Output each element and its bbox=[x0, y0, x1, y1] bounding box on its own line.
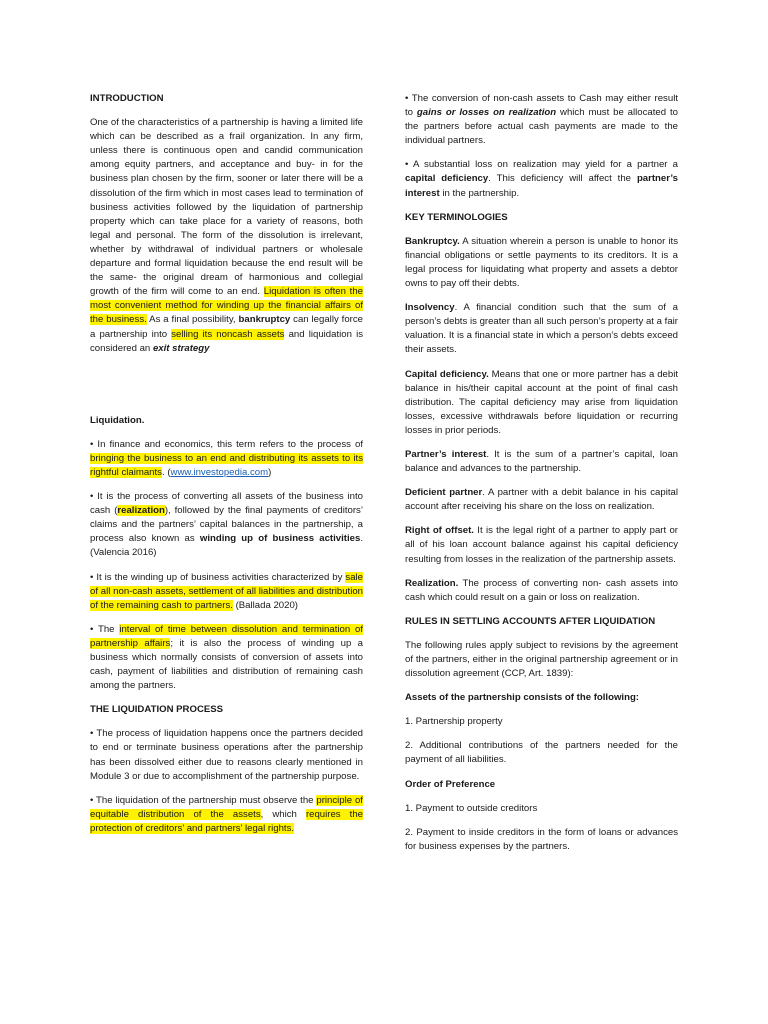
liquidation-heading: Liquidation. bbox=[90, 414, 145, 426]
assets-item-2: 2. Additional contributions of the partners needed for the payment of all liabilities. bbox=[405, 740, 678, 766]
assets-heading: Assets of the partnership consists of the following: bbox=[405, 692, 640, 704]
assets-item-1: 1. Partnership property bbox=[405, 716, 503, 728]
bullet-text: • The conversion of non-cash assets to Cash may either result to bbox=[405, 93, 678, 119]
rules-paragraph: The following rules apply subject to revisions by the agreement of the partners, either in the original partnership agreement or in dissolution agreement (CCP, Art. 1839): bbox=[405, 639, 678, 680]
process-bullet-1: • The process of liquidation happens once the partners decided to end or terminate business operations after the partnership has been dissolved either due to reasons clearly mentioned in Module 3 or due to accomplishment of the partnership purpose. bbox=[90, 728, 363, 782]
introduction-heading: INTRODUCTION bbox=[90, 93, 164, 104]
term-label: Realization. bbox=[405, 577, 459, 589]
order-item-2: 2. Payment to inside creditors in the form of loans or advances for business expenses by the partners. bbox=[405, 826, 678, 852]
bullet-text: ) bbox=[268, 466, 272, 478]
term-label: Capital deficiency. bbox=[405, 368, 489, 380]
introduction-paragraph bbox=[90, 116, 363, 356]
term-deficient-partner bbox=[405, 486, 678, 514]
bullet-highlight: interval of time between dissolution and termination of partnership affairs bbox=[90, 623, 363, 649]
bullet-text: • In finance and economics, this term refers to the process of bbox=[90, 438, 363, 450]
bullet-bold-term: winding up of business activities bbox=[199, 533, 361, 545]
bullet-text: • The bbox=[90, 623, 120, 635]
term-definition: A situation wherein a person is unable to honor its financial obligations or settle payments to its creditors. It is a legal process for liquidating what property and assets a debtor owns to pay off their debts. bbox=[405, 235, 678, 290]
intro-bankruptcy-term: bankruptcy bbox=[238, 314, 291, 326]
bullet-highlight: bringing the business to an end and distributing its assets to its rightful claimants bbox=[90, 452, 363, 478]
order-of-preference-heading: Order of Preference bbox=[405, 778, 496, 790]
term-label: Partner’s interest bbox=[405, 448, 487, 460]
term-definition: Means that one or more partner has a debit balance in his/their capital account at the point of final cash distribution. The capital deficiency may arise from liquidation losses, excessive withdrawals before liquidation or recurring losses in prior periods. bbox=[405, 368, 679, 436]
bullet-highlight: sale of all non-cash assets, settlement of all liabilities and distribution of the remaining cash to partners. bbox=[90, 571, 363, 611]
liquidation-bullet-4 bbox=[90, 623, 363, 693]
bullet-text: ; it is also the process of winding up a business which normally consists of conversion of assets into cash, payment of liabilities and distribution of remaining cash among the partners. bbox=[90, 637, 363, 692]
bullet-text: . (Valencia 2016) bbox=[90, 533, 363, 559]
bullet-text: ), followed by the final payments of creditors’ claims and the partners’ capital balances in the partnership, a process also known as bbox=[90, 505, 363, 545]
bullet-text: • It is the winding up of business activities characterized by bbox=[90, 571, 346, 583]
capital-deficiency-term: capital deficiency bbox=[405, 173, 489, 185]
realization-bullet-1 bbox=[405, 92, 678, 148]
exit-strategy-term: exit strategy bbox=[152, 342, 210, 354]
process-bullet-2 bbox=[90, 794, 363, 836]
intro-text: can legally force a partnership into bbox=[90, 314, 363, 340]
partners-interest-term: partner’s interest bbox=[405, 173, 678, 199]
term-partners-interest bbox=[405, 448, 678, 476]
liquidation-process-heading: THE LIQUIDATION PROCESS bbox=[90, 704, 224, 716]
intro-text: and liquidation is considered an bbox=[90, 328, 363, 354]
term-realization bbox=[405, 577, 678, 605]
realization-bullet-2 bbox=[405, 158, 678, 200]
bullet-text: in the partnership. bbox=[439, 187, 520, 199]
bullet-text: , which bbox=[260, 808, 306, 820]
term-definition: It is the legal right of a partner to apply part or all of his loan account balance against his capital deficiency resulting from losses in the realization of the partnership assets. bbox=[405, 525, 678, 565]
bullet-text: • The liquidation of the partnership must observe the bbox=[90, 794, 317, 806]
term-label: Insolvency bbox=[405, 302, 455, 314]
liquidation-bullet-1 bbox=[90, 438, 363, 480]
bullet-highlight: requires the protection of creditors’ and partners’ legal rights. bbox=[90, 808, 363, 834]
term-label: Right of offset. bbox=[405, 525, 474, 537]
bullet-highlight: realization bbox=[117, 505, 165, 517]
key-terminologies-heading: KEY TERMINOLOGIES bbox=[405, 211, 508, 223]
intro-highlight: selling its noncash assets bbox=[171, 328, 285, 340]
term-right-of-offset bbox=[405, 524, 678, 566]
term-definition: The process of converting non- cash assets into cash which could result on a gain or loss on realization. bbox=[405, 577, 678, 603]
term-definition: . It is the sum of a partner’s capital, loan balance and advances to the partnership. bbox=[405, 448, 678, 475]
bullet-text: . This deficiency will affect the bbox=[488, 173, 637, 185]
term-label: Deficient partner bbox=[405, 487, 483, 499]
gains-losses-term: gains or losses on realization bbox=[416, 107, 557, 119]
investopedia-link[interactable]: www.investopedia.com bbox=[170, 466, 269, 478]
term-capital-deficiency bbox=[405, 368, 678, 438]
bullet-text: which must be allocated to the partners before actual cash payments are made to the individual partners. bbox=[405, 107, 678, 147]
term-bankruptcy bbox=[405, 235, 678, 291]
right-column bbox=[405, 92, 678, 864]
order-item-1: 1. Payment to outside creditors bbox=[405, 802, 538, 814]
term-label: Bankruptcy. bbox=[405, 235, 460, 247]
bullet-text: . ( bbox=[161, 466, 171, 478]
bullet-text: • A substantial loss on realization may yield for a partner a bbox=[405, 159, 678, 171]
rules-heading: RULES IN SETTLING ACCOUNTS AFTER LIQUIDATION bbox=[405, 615, 656, 627]
bullet-text: (Ballada 2020) bbox=[232, 599, 298, 611]
intro-highlight: Liquidation is often the most convenient method for winding up the financial affairs of the business. bbox=[90, 286, 363, 326]
bullet-highlight: principle of equitable distribution of the assets bbox=[90, 794, 363, 820]
bullet-text: • It is the process of converting all assets of the business into cash ( bbox=[90, 491, 363, 517]
intro-text: One of the characteristics of a partnership is having a limited life which can be described as a frail organization. In any firm, unless there is continuous open and candid communication among equity partners, and acceptance and buy- in for the business plan chosen by the firm, sooner or later there will be a dissolution of the firm which in most cases lead to termination of business activities followed by the liquidation of partnership property which can take place for a variety of reasons, both legal and personal. The form of the dissolution is irrelevant, whether by withdrawal of individual partners or wholesale departure and formal liquidation because the end result will be the same- the original dream of harmonious and collegial growth of the firm will come to an end. bbox=[90, 117, 363, 298]
term-insolvency bbox=[405, 301, 678, 357]
intro-text: As a final possibility, bbox=[146, 314, 239, 326]
term-definition: . A financial condition such that the sum of a person’s debts is greater than all such person’s property at a fair valuation. It is a financial state in which a person’s debts exceed their assets. bbox=[405, 302, 678, 356]
term-definition: . A partner with a debit balance in his capital account after receiving his share on the loss on realization. bbox=[405, 487, 678, 513]
liquidation-bullet-2 bbox=[90, 490, 363, 560]
left-column bbox=[90, 92, 363, 846]
liquidation-bullet-3 bbox=[90, 571, 363, 613]
